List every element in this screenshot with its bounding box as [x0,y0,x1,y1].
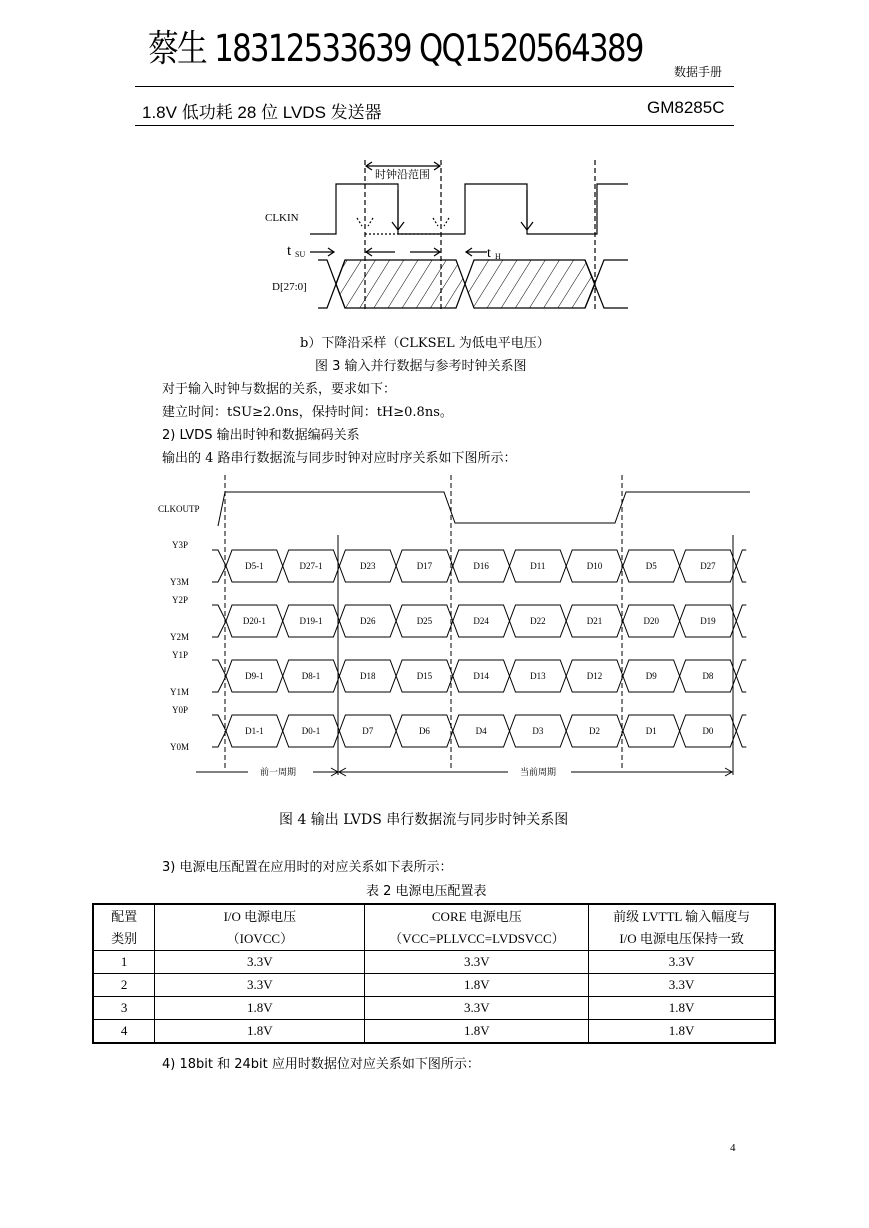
fig4-caption: 图 4 输出 LVDS 串行数据流与同步时钟关系图 [279,812,569,828]
table-cell: 4 [93,1020,155,1044]
lane-tail [736,605,746,637]
fig4-lvds-timing-diagram [0,470,869,800]
table-header-row [93,904,775,951]
table-cell: 3.3V [589,951,775,974]
lane-lead [212,550,226,582]
bit-label: D12 [586,671,603,681]
data-bus-label: D[27:0] [272,281,307,293]
bit-label: D19 [700,616,716,626]
th-subscript: H [495,252,501,261]
bit-label: D24 [473,616,489,626]
lane-p-label: Y0P [172,705,189,715]
bit-label: D21 [586,616,603,626]
header-cell: 前级 LVTTL 输入幅度与 I/O 电源电压保持一致 [589,904,775,951]
bit-label: D1-1 [245,726,264,736]
table-row [93,951,775,974]
table-cell: 3 [93,997,155,1020]
page-number: 4 [730,1142,736,1154]
lane-tail [736,660,746,692]
bit-label: D6 [418,726,430,736]
contact-stamp: 蔡生 18312533639 QQ1520564389 [148,27,643,70]
bit-label: D9-1 [245,671,264,681]
bit-label: D25 [416,616,433,626]
th-label: t [487,246,491,261]
doc-title: 1.8V 低功耗 28 位 LVDS 发送器 [142,103,382,122]
bit-label: D3 [532,726,544,736]
lane-lead [212,715,226,747]
clkoutp-label: CLKOUTP [158,504,200,514]
bit-label: D13 [530,671,546,681]
table-cell: 1.8V [155,997,365,1020]
bit-label: D19-1 [299,616,323,626]
bit-label: D10 [586,561,603,571]
lane-tail [736,550,746,582]
fig3-subcaption: b）下降沿采样（CLKSEL 为低电平电压） [300,336,550,351]
table-cell: 1.8V [155,1020,365,1044]
section-heading-bits: 4) 18bit 和 24bit 应用时数据位对应关系如下图所示： [162,1057,480,1072]
bit-label: D27-1 [299,561,323,571]
table-cell: 1.8V [589,1020,775,1044]
doc-model: GM8285C [647,98,725,117]
bit-label: D14 [473,671,489,681]
clkin-label: CLKIN [265,212,299,224]
lane-p-label: Y3P [172,540,189,550]
header-cell: I/O 电源电压 （IOVCC） [155,904,365,951]
bit-label: D1 [645,726,657,736]
table2-title: 表 2 电源电压配置表 [366,884,487,899]
table-cell: 1.8V [365,1020,589,1044]
setup-hold-times: 建立时间：tSU≥2.0ns，保持时间：tH≥0.8ns。 [162,405,453,420]
table-cell: 1 [93,951,155,974]
section-heading-lvds: 2) LVDS 输出时钟和数据编码关系 [162,428,360,443]
bit-label: D27 [700,561,716,571]
table-cell: 1.8V [365,974,589,997]
table-row [93,997,775,1020]
bit-label: D2 [589,726,601,736]
doc-type-label: 数据手册 [674,65,723,79]
lane-m-label: Y1M [170,687,190,697]
table-cell: 3.3V [365,997,589,1020]
lane-m-label: Y3M [170,577,190,587]
table-cell: 3.3V [589,974,775,997]
lane-m-label: Y0M [170,742,190,752]
lane-tail [736,715,746,747]
header-cell: CORE 电源电压 （VCC=PLLVCC=LVDSVCC） [365,904,589,951]
bit-label: D5-1 [245,561,264,571]
bit-label: D23 [360,561,376,571]
lvds-intro: 输出的 4 路串行数据流与同步时钟对应时序关系如下图所示： [162,451,517,466]
bit-label: D0-1 [301,726,321,736]
fig3-caption: 图 3 输入并行数据与参考时钟关系图 [315,359,527,374]
table-cell: 1.8V [589,997,775,1020]
table-cell: 3.3V [365,951,589,974]
bit-label: D20-1 [242,616,266,626]
section-heading-power: 3) 电源电压配置在应用时的对应关系如下表所示： [162,860,453,875]
lane-p-label: Y1P [172,650,189,660]
bit-label: D8-1 [301,671,321,681]
bit-label: D22 [530,616,546,626]
bit-label: D7 [362,726,374,736]
table-row [93,1020,775,1044]
bit-label: D15 [416,671,433,681]
bit-label: D4 [475,726,487,736]
tsu-subscript: SU [295,250,306,259]
table-cell: 2 [93,974,155,997]
edge-range-label: 时钟沿范围 [375,169,430,181]
bit-label: D18 [360,671,376,681]
lane-lead [212,605,226,637]
prev-period-label: 前一周期 [260,767,297,777]
lane-p-label: Y2P [172,595,189,605]
header-cell: 配置 类别 [93,904,155,951]
curr-period-label: 当前周期 [520,767,557,777]
bit-label: D5 [645,561,657,571]
bit-label: D17 [416,561,433,571]
bit-label: D11 [530,561,546,571]
bit-label: D9 [645,671,657,681]
table-cell: 3.3V [155,951,365,974]
bit-label: D26 [360,616,376,626]
tsu-label: t [287,243,292,259]
power-config-table [92,903,776,1044]
table-row [93,974,775,997]
fig3-timing-diagram [0,0,869,330]
bit-label: D0 [702,726,714,736]
requirement-intro: 对于输入时钟与数据的关系，要求如下： [162,382,397,397]
table-cell: 3.3V [155,974,365,997]
lane-m-label: Y2M [170,632,190,642]
bit-label: D8 [702,671,714,681]
lane-lead [212,660,226,692]
bit-label: D16 [473,561,489,571]
bit-label: D20 [643,616,659,626]
